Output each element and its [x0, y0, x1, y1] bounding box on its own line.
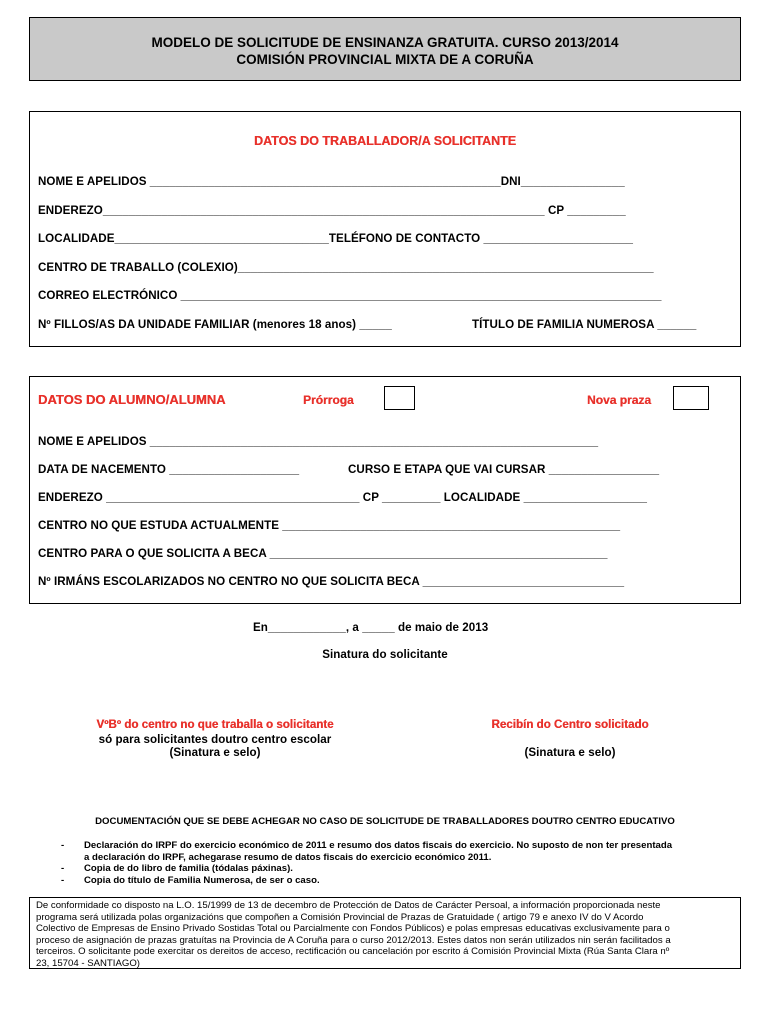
- place-date-line[interactable]: En____________, a _____ de maio de 2013: [253, 621, 489, 634]
- documentation-bullet-1: -: [61, 840, 65, 851]
- new-place-checkbox[interactable]: [673, 386, 709, 410]
- legal-line-4: proceso de asignación de prazas gratuítas na Provincia de A Coruña para o curso 2012/2013. Estes datos non serán utilizados nin serán facilitados a: [36, 934, 671, 946]
- student-address-field[interactable]: ENDEREZO _______________________________________ CP _________ LOCALIDADE ___________________: [38, 491, 648, 504]
- worker-name-field[interactable]: NOME E APELIDOS ______________________________________________________DNI________________: [38, 175, 625, 188]
- worker-children-field[interactable]: Nº FILLOS/AS DA UNIDADE FAMILIAR (menores 18 anos) _____: [38, 318, 392, 331]
- receiving-school-heading: Recibín do Centro solicitado: [491, 718, 649, 731]
- student-section: [29, 376, 741, 604]
- documentation-item-2: Copia de do libro de familia (tódalas páxinas).: [84, 863, 293, 874]
- student-section-heading: DATOS DO ALUMNO/ALUMNA: [38, 392, 226, 407]
- documentation-item-1-line2: a declaración do IRPF, achegarase resumo de datos fiscais do exercicio económico 2011.: [84, 852, 492, 863]
- student-name-field[interactable]: NOME E APELIDOS _____________________________________________________________________: [38, 435, 599, 448]
- birth-date-field[interactable]: DATA DE NACEMENTO ____________________: [38, 463, 300, 476]
- applicant-signature-label: Sinatura do solicitante: [322, 648, 448, 661]
- siblings-field[interactable]: Nº IRMÁNS ESCOLARIZADOS NO CENTRO NO QUE SOLICITA BECA _______________________________: [38, 575, 625, 588]
- receiving-school-signature: (Sinatura e selo): [524, 746, 616, 759]
- workplace-approval-heading: VºBº do centro no que traballa o solicitante: [96, 718, 334, 731]
- new-place-label: Nova praza: [587, 393, 652, 407]
- documentation-item-3: Copia do título de Familia Numerosa, de ser o caso.: [84, 875, 320, 886]
- legal-line-2: programa será utilizada polas organizacións que compoñen a Comisión Provincial de Prazas de Gratuidade ( artigo 79 e anexo IV do V Acordo: [36, 911, 644, 923]
- current-school-field[interactable]: CENTRO NO QUE ESTUDA ACTUALMENTE ____________________________________________________: [38, 519, 621, 532]
- documentation-bullet-2: -: [61, 863, 65, 874]
- legal-line-3: Colectivo de Empresas de Ensino Privado Sostidas Total ou Parcialmente con Fondos Públicos) e polas empresas educativas exclusivamente para o: [36, 923, 670, 935]
- form-title: MODELO DE SOLICITUDE DE ENSINANZA GRATUITA. CURSO 2013/2014: [151, 35, 619, 50]
- legal-line-1: De conformidade co disposto na L.O. 15/1999 de 13 de decembro de Protección de Datos de Carácter Persoal, a información proporcionada neste: [36, 900, 661, 911]
- legal-line-6: 23, 15704 - SANTIAGO): [36, 957, 140, 969]
- form-subtitle: COMISIÓN PROVINCIAL MIXTA DE A CORUÑA: [236, 52, 534, 67]
- workplace-approval-note: só para solicitantes doutro centro escolar: [98, 733, 332, 746]
- legal-line-5: terceiros. O solicitante pode exercitar os dereitos de acceso, rectificación ou cancelación por escrito á Comisión Provincial Mixta (Rúa Santa Clara nº: [36, 946, 670, 958]
- extension-label: Prórroga: [303, 393, 354, 407]
- worker-email-field[interactable]: CORREO ELECTRÓNICO __________________________________________________________________________: [38, 289, 662, 302]
- worker-locality-field[interactable]: LOCALIDADE_________________________________TELÉFONO DE CONTACTO _______________________: [38, 232, 633, 245]
- requested-school-field[interactable]: CENTRO PARA O QUE SOLICITA A BECA ____________________________________________________: [38, 547, 608, 560]
- course-field[interactable]: CURSO E ETAPA QUE VAI CURSAR _________________: [348, 463, 660, 476]
- documentation-heading: DOCUMENTACIÓN QUE SE DEBE ACHEGAR NO CASO DE SOLICITUDE DE TRABALLADORES DOUTRO CENTRO EDUCATIVO: [95, 816, 675, 827]
- worker-address-field[interactable]: ENDEREZO____________________________________________________________________ CP _________: [38, 204, 626, 217]
- worker-large-family-field[interactable]: TÍTULO DE FAMILIA NUMEROSA ______: [472, 318, 697, 331]
- extension-checkbox[interactable]: [384, 386, 415, 410]
- data-protection-notice: [29, 897, 741, 969]
- workplace-approval-signature: (Sinatura e selo): [169, 746, 261, 759]
- form-title-box: [29, 17, 741, 81]
- documentation-item-1-line1: Declaración do IRPF do exercicio económico de 2011 e resumo dos datos fiscais do exercicio. No suposto de non ter presentada: [84, 840, 673, 851]
- worker-section-heading: DATOS DO TRABALLADOR/A SOLICITANTE: [253, 134, 517, 148]
- worker-workplace-field[interactable]: CENTRO DE TRABALLO (COLEXIO)________________________________________________________________: [38, 261, 654, 274]
- documentation-item-1: [84, 840, 744, 864]
- documentation-bullet-3: -: [61, 875, 65, 886]
